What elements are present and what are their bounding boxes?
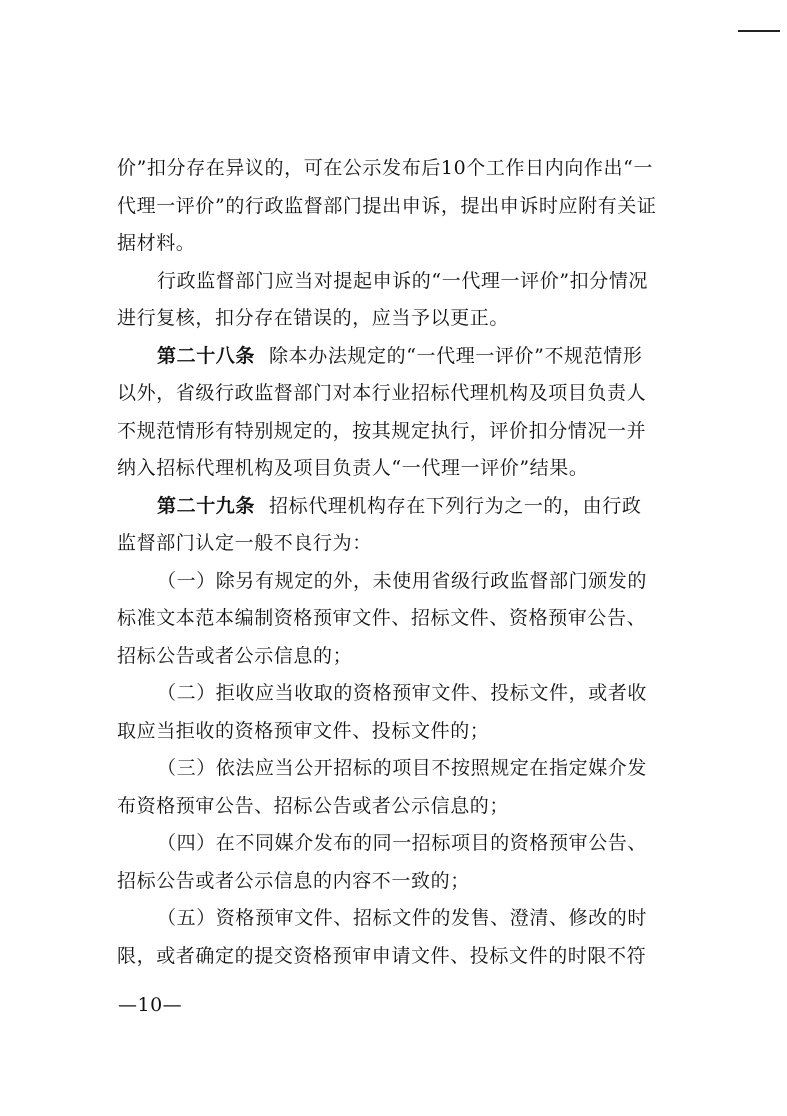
text-line: 不规范情形有特别规定的，按其规定执行，评价扣分情况一并: [117, 419, 647, 442]
article-heading: 第二十八条: [157, 344, 256, 367]
text-line: 标准文本范本编制资格预审文件、招标文件、资格预审公告、: [117, 607, 647, 629]
text-line: 价”扣分存在异议的，可在公示发布后10个工作日内向作出“一: [117, 157, 654, 179]
corner-dash-mark: [738, 30, 780, 32]
text-line: 招标公告或者公示信息的内容不一致的；: [117, 869, 470, 892]
text-line: 纳入招标代理机构及项目负责人“一代理一评价”结果。: [117, 457, 589, 479]
text-line: 限，或者确定的提交资格预审申请文件、投标文件的时限不符: [117, 944, 647, 967]
article-heading: 第二十九条: [157, 494, 256, 517]
text-segment: 招标代理机构存在下列行为之一的，由行政: [269, 494, 642, 517]
list-item-line: （二）拒收应当收取的资格预审文件、投标文件，或者收: [157, 682, 648, 704]
text-line: 据材料。: [117, 232, 196, 254]
text-line: 布资格预审公告、招标公告或者公示信息的；: [117, 794, 510, 817]
text-line: 监督部门认定一般不良行为：: [117, 532, 372, 554]
page-number: —10—: [118, 994, 183, 1016]
text-line: 取应当拒收的资格预审文件、投标文件的；: [117, 719, 490, 742]
text-segment: 除本办法规定的“一代理一评价”不规范情形: [269, 344, 643, 367]
list-item-line: （一）除另有规定的外，未使用省级行政监督部门颁发的: [157, 569, 648, 592]
list-item-line: （三）依法应当公开招标的项目不按照规定在指定媒介发: [157, 757, 648, 779]
text-line: 以外，省级行政监督部门对本行业招标代理机构及项目负责人: [117, 382, 647, 404]
article-28-first-line: [117, 338, 677, 376]
list-item-line: （四）在不同媒介发布的同一招标项目的资格预审公告、: [157, 832, 648, 854]
text-line: 行政监督部门应当对提起申诉的“一代理一评价”扣分情况: [157, 269, 649, 292]
text-line: 代理一评价”的行政监督部门提出申诉，提出申诉时应附有关证: [117, 194, 657, 217]
article-29-first-line: [117, 488, 677, 526]
document-body: [117, 150, 677, 975]
list-item-line: （五）资格预审文件、招标文件的发售、澄清、修改的时: [157, 907, 648, 929]
text-line: 进行复核，扣分存在错误的，应当予以更正。: [117, 307, 510, 329]
text-line: 招标公告或者公示信息的；: [117, 644, 353, 667]
